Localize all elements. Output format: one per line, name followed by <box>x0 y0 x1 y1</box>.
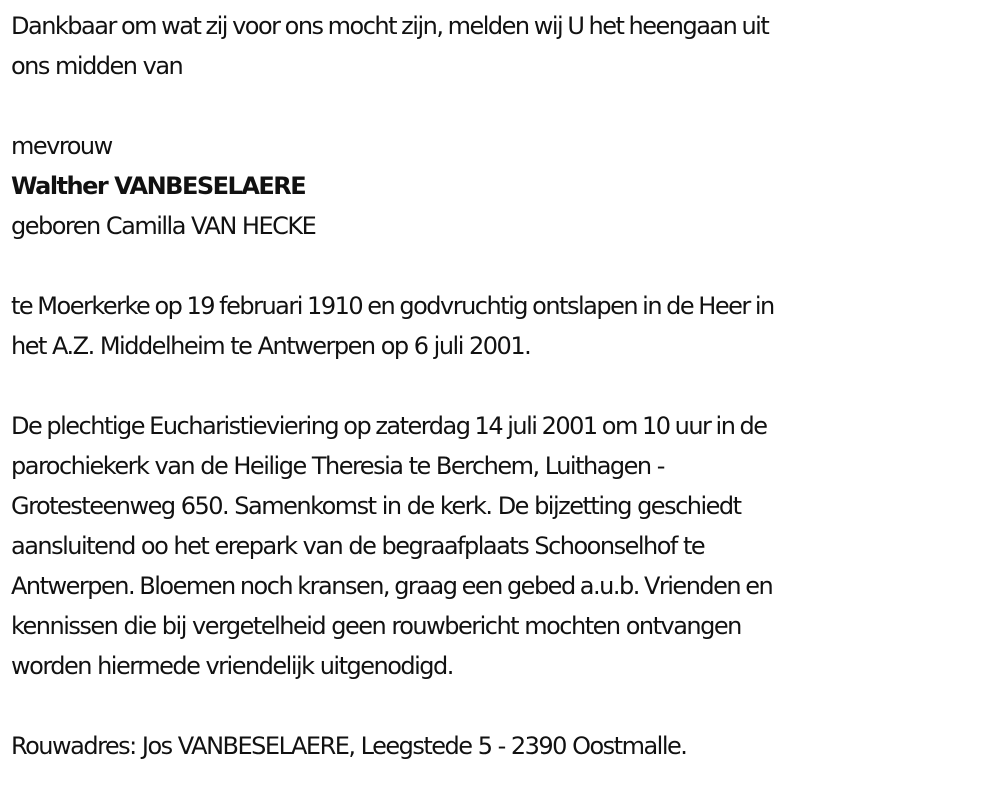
ceremony-line: aansluitend oo het erepark van de begraafplaats Schoonselhof te <box>11 532 705 560</box>
intro-line-2: ons midden van <box>11 52 183 80</box>
ceremony-line: De plechtige Eucharistieviering op zaterdag 14 juli 2001 om 10 uur in de <box>11 412 767 440</box>
spacer <box>11 246 1000 286</box>
ceremony-line: worden hiermede vriendelijk uitgenodigd. <box>11 652 453 680</box>
spacer <box>11 366 1000 406</box>
ceremony-line: parochiekerk van de Heilige Theresia te Berchem, Luithagen - <box>11 452 664 480</box>
ceremony-line: kennissen die bij vergetelheid geen rouwbericht mochten ontvangen <box>11 612 741 640</box>
birth-death-line-1: te Moerkerke op 19 februari 1910 en godvruchtig ontslapen in de Heer in <box>11 292 774 320</box>
birth-death-line-2: het A.Z. Middelheim te Antwerpen op 6 juli 2001. <box>11 332 531 360</box>
intro-line-1: Dankbaar om wat zij voor ons mocht zijn, melden wij U het heengaan uit <box>11 12 769 40</box>
ceremony-line: Grotesteenweg 650. Samenkomst in de kerk. De bijzetting geschiedt <box>11 492 741 520</box>
deceased-name: Walther VANBESELAERE <box>11 172 306 200</box>
honorific: mevrouw <box>11 132 112 160</box>
ceremony-line: Antwerpen. Bloemen noch kransen, graag een gebed a.u.b. Vrienden en <box>11 572 773 600</box>
mourning-address: Rouwadres: Jos VANBESELAERE, Leegstede 5 - 2390 Oostmalle. <box>11 732 687 760</box>
spacer <box>11 686 1000 726</box>
maiden-name: geboren Camilla VAN HECKE <box>11 212 316 240</box>
spacer <box>11 86 1000 126</box>
